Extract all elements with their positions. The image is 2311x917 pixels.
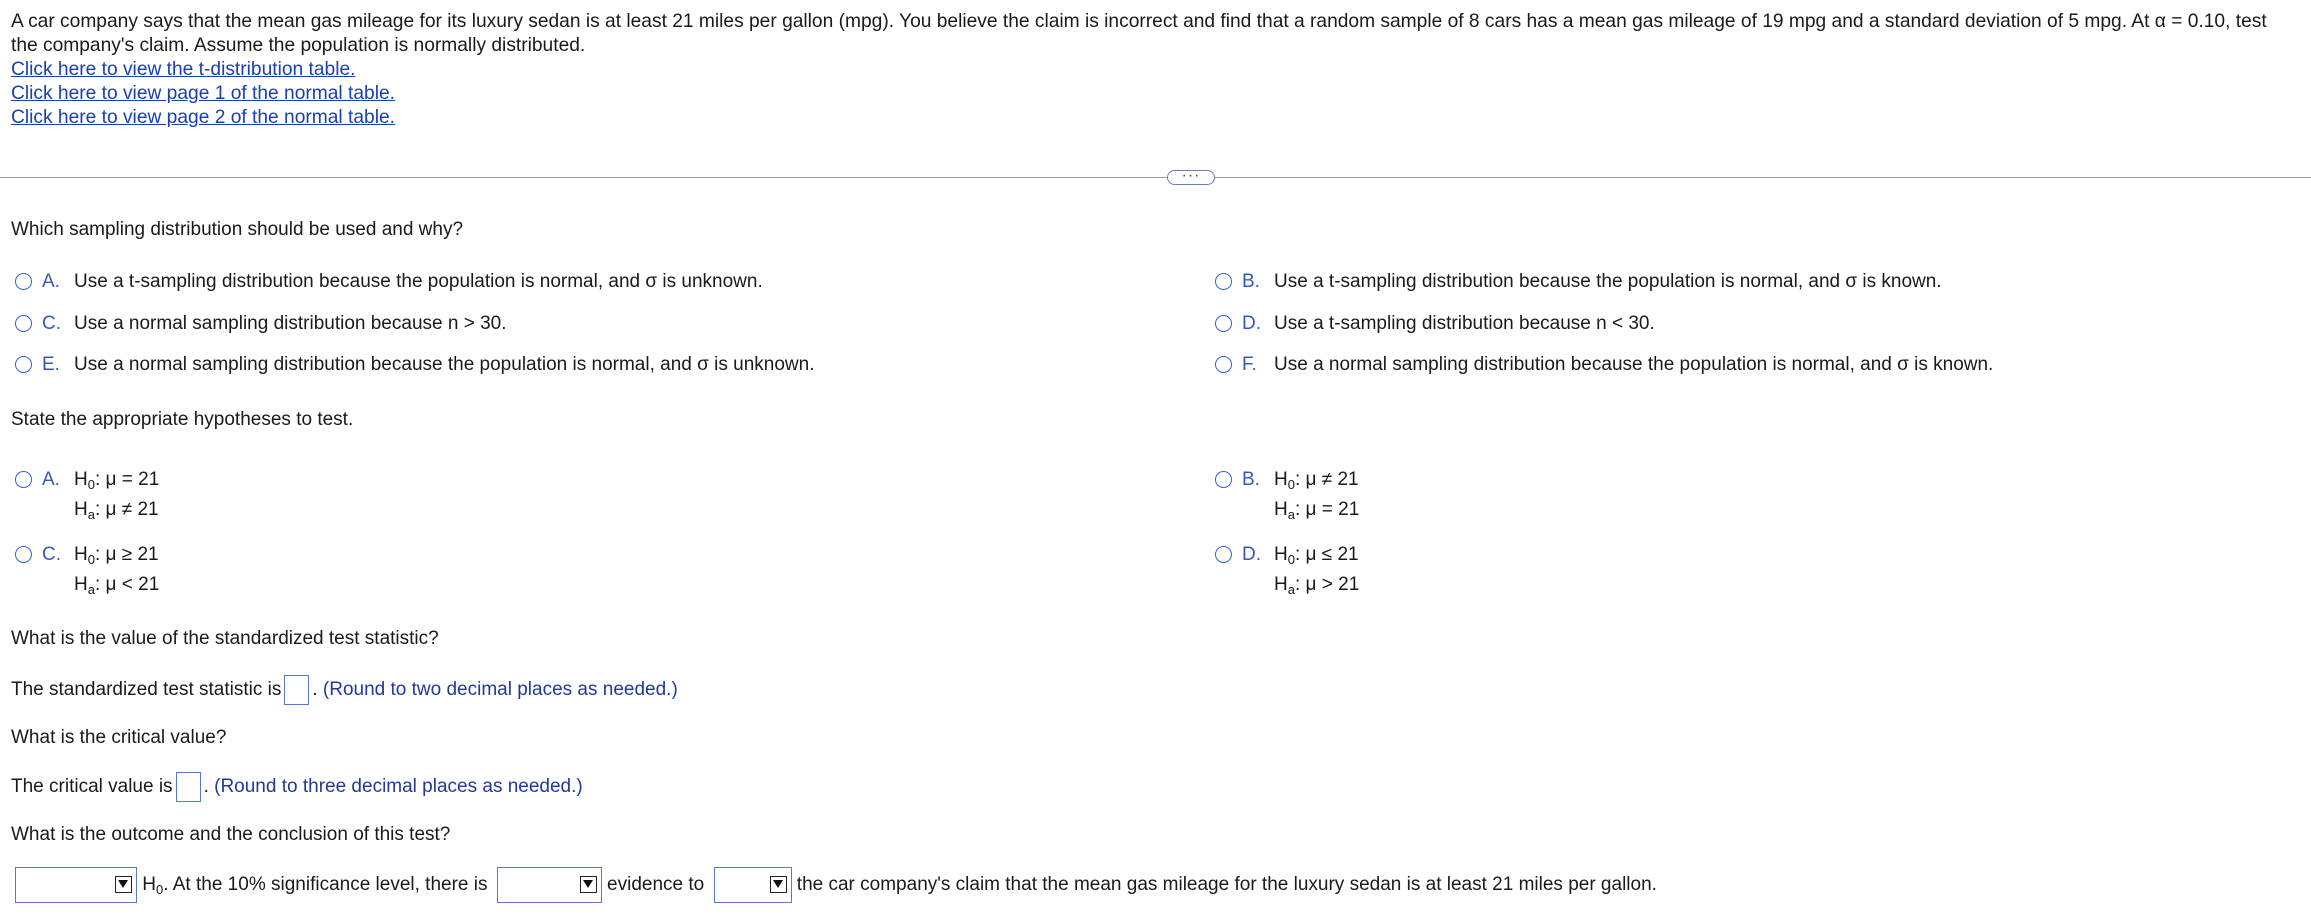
option-letter: A. (42, 469, 60, 490)
normal-table-page1-link[interactable]: Click here to view page 1 of the normal table. (11, 83, 395, 104)
option-text: Use a normal sampling distribution because n > 30. (74, 313, 507, 334)
q5-prompt: What is the outcome and the conclusion of this test? (11, 824, 451, 845)
option-text: Use a normal sampling distribution because the population is normal, and σ is unknown. (74, 354, 815, 375)
hypotheses (1274, 540, 1359, 600)
q1-prompt: Which sampling distribution should be used and why? (11, 219, 464, 240)
ha-subscript: a (1287, 507, 1295, 522)
q5-text-1: . At the 10% significance level, there is (163, 874, 488, 896)
radio-icon[interactable] (15, 315, 32, 332)
normal-table-page2-link[interactable]: Click here to view page 2 of the normal table. (11, 107, 395, 128)
q2-option-d[interactable] (1215, 540, 1359, 600)
q4-answer-row: The critical value is . (Round to three decimal places as needed.) (11, 770, 583, 804)
ha-line: $H_a$: μ < 21 (74, 574, 160, 597)
q1-option-c[interactable] (15, 313, 507, 335)
dropdown-arrow-icon[interactable] (580, 876, 597, 893)
q4-prompt: What is the critical value? (11, 727, 227, 748)
ha-line: $H_a$: μ = 21 (1274, 499, 1360, 522)
radio-icon[interactable] (15, 356, 32, 373)
h0-symbol (142, 874, 164, 898)
q3-answer-row: The standardized test statistic is . (Round to two decimal places as needed.) (11, 673, 678, 707)
h0-subscript: 0 (1287, 477, 1295, 492)
h-symbol: H (142, 874, 157, 896)
h0-line: $H_0$: μ ≠ 21 (1274, 469, 1359, 492)
ha-line: $H_a$: μ > 21 (1274, 574, 1360, 597)
hypotheses (1274, 465, 1359, 525)
q1-option-d[interactable] (1215, 313, 1655, 335)
hypotheses (74, 465, 159, 525)
option-letter: A. (42, 271, 60, 292)
q1-option-e[interactable] (15, 354, 814, 376)
h0-line: $H_0$: μ ≥ 21 (74, 544, 159, 567)
ha-statement: μ ≠ 21 (105, 499, 159, 520)
h-symbol: H (1274, 574, 1288, 595)
h-symbol: H (74, 544, 88, 565)
h0-statement: μ ≥ 21 (105, 544, 159, 565)
problem-text-line1: A car company says that the mean gas mileage for its luxury sedan is at least 21 miles per gallon (mpg). You believe the claim is incorrect and find that a random sample of 8 cars has a mean gas mileage of 19 mpg and a standard deviation of 5 mpg. At α = 0.10, test (11, 11, 2267, 32)
dropdown-arrow-icon[interactable] (770, 876, 787, 893)
h0-statement: μ ≠ 21 (1305, 469, 1359, 490)
radio-icon[interactable] (1215, 471, 1232, 488)
radio-icon[interactable] (1215, 356, 1232, 373)
h-symbol: H (1274, 499, 1288, 520)
section-divider (0, 177, 2311, 178)
q2-prompt: State the appropriate hypotheses to test. (11, 409, 354, 430)
q5-text-2: evidence to (607, 874, 705, 896)
ha-statement: μ > 21 (1305, 574, 1360, 595)
ha-statement: μ = 21 (1305, 499, 1360, 520)
evidence-select[interactable] (497, 867, 602, 903)
q4-lead-text: The critical value is (11, 776, 173, 797)
outcome-select[interactable] (15, 867, 137, 903)
h0-statement: μ ≤ 21 (1305, 544, 1359, 565)
option-text: Use a t-sampling distribution because n < 30. (1274, 313, 1655, 334)
dropdown-arrow-icon[interactable] (115, 876, 132, 893)
q3-lead-text: The standardized test statistic is (11, 679, 282, 700)
option-letter: B. (1242, 469, 1260, 490)
h0-subscript: 0 (87, 477, 95, 492)
option-letter: D. (1242, 313, 1261, 334)
q2-option-b[interactable] (1215, 465, 1359, 525)
q3-prompt: What is the value of the standardized test statistic? (11, 628, 439, 649)
option-text: Use a t-sampling distribution because the population is normal, and σ is known. (1274, 271, 1942, 292)
q3-rounding-hint: (Round to two decimal places as needed.) (322, 679, 678, 700)
radio-icon[interactable] (1215, 546, 1232, 563)
ha-subscript: a (87, 507, 95, 522)
radio-icon[interactable] (15, 273, 32, 290)
radio-icon[interactable] (15, 471, 32, 488)
expand-more-button[interactable]: ··· (1167, 170, 1215, 185)
option-letter: B. (1242, 271, 1260, 292)
h0-line: $H_0$: μ ≤ 21 (1274, 544, 1359, 567)
radio-icon[interactable] (1215, 315, 1232, 332)
problem-statement (11, 10, 2301, 130)
ha-subscript: a (87, 582, 95, 597)
h-symbol: H (74, 499, 88, 520)
q4-rounding-hint: (Round to three decimal places as needed.) (214, 776, 583, 797)
critical-value-input[interactable] (176, 772, 201, 802)
h-symbol: H (74, 469, 88, 490)
test-statistic-input[interactable] (284, 675, 309, 705)
h-symbol: H (1274, 544, 1288, 565)
option-text: Use a t-sampling distribution because the population is normal, and σ is unknown. (74, 271, 763, 292)
option-letter: F. (1242, 354, 1257, 375)
ha-statement: μ < 21 (105, 574, 160, 595)
option-letter: C. (42, 544, 61, 565)
h0-statement: μ = 21 (105, 469, 160, 490)
q5-answer-row (15, 867, 1657, 908)
ha-line: $H_a$: μ ≠ 21 (74, 499, 159, 522)
q1-option-b[interactable] (1215, 271, 1942, 293)
radio-icon[interactable] (15, 546, 32, 563)
q1-option-f[interactable] (1215, 354, 1993, 376)
radio-icon[interactable] (1215, 273, 1232, 290)
q2-option-a[interactable] (15, 465, 159, 525)
ha-subscript: a (1287, 582, 1295, 597)
q5-text-3: the car company's claim that the mean gas mileage for the luxury sedan is at least 21 miles per gallon. (796, 874, 1657, 896)
option-text: Use a normal sampling distribution because the population is normal, and σ is known. (1274, 354, 1994, 375)
q2-option-c[interactable] (15, 540, 159, 600)
option-letter: C. (42, 313, 61, 334)
claim-action-select[interactable] (714, 867, 792, 903)
h0-subscript: 0 (156, 882, 164, 898)
option-letter: E. (42, 354, 60, 375)
h0-subscript: 0 (1287, 552, 1295, 567)
h0-subscript: 0 (87, 552, 95, 567)
option-letter: D. (1242, 544, 1261, 565)
t-table-link[interactable]: Click here to view the t-distribution table. (11, 59, 356, 80)
problem-text-line2: the company's claim. Assume the population is normally distributed. (11, 35, 586, 56)
hypotheses (74, 540, 159, 600)
h-symbol: H (74, 574, 88, 595)
h-symbol: H (1274, 469, 1288, 490)
q1-option-a[interactable] (15, 271, 763, 293)
h0-line: $H_0$: μ = 21 (74, 469, 160, 492)
